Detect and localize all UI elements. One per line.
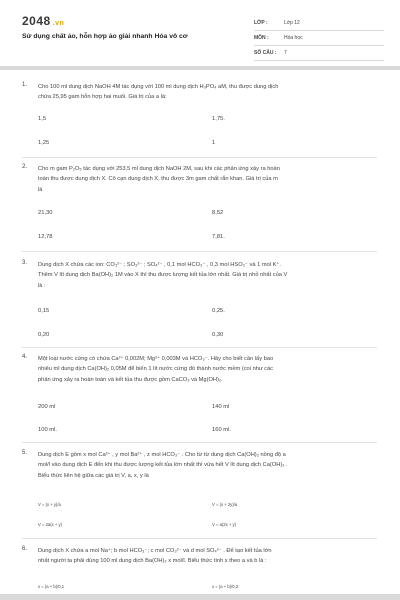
question-line: Cho m gam P₂O₅ tác dụng với 253,5 ml dung dịch NaOH 2M, sau khi các phản ứng xảy ra hoàn — [38, 166, 280, 172]
answer-option[interactable]: V = 2a(x + y) — [38, 522, 62, 527]
meta-row-subject — [254, 31, 384, 46]
question-line: nhất người ta phải dùng 100 ml dung dịch Ba(OH)₂ x mol/l. Biểu thức tính x theo a và b là : — [38, 558, 267, 565]
answer-option[interactable]: 100 ml. — [38, 427, 58, 433]
logo[interactable] — [22, 14, 64, 28]
question-line: là : — [38, 282, 46, 289]
meta-key: MÔN : — [254, 35, 269, 41]
answer-option[interactable]: 140 ml — [212, 404, 230, 410]
question-divider — [22, 251, 377, 252]
question-line: Một loại nước cứng có chứa Ca²⁺ 0,002M; Mg²⁺ 0,003M và HCO₃⁻. Hãy cho biết cần lấy bao — [38, 356, 274, 362]
question-line: là — [38, 186, 43, 193]
answer-option[interactable]: 1,5 — [38, 116, 47, 122]
question-line: Biểu thức liên hệ giữa các giá trị V, a, x, y là — [38, 472, 149, 479]
meta-value: Lớp 12 — [284, 20, 300, 26]
meta-value: Hóa học — [284, 35, 303, 41]
question-text — [38, 450, 383, 481]
answer-option[interactable]: 200 ml — [38, 404, 56, 410]
question-divider — [22, 538, 377, 539]
question-line: nhiêu ml dung dịch Ca(OH)₂ 0,05M để biến 1 lít nước cứng đó thành nước mềm (coi như các — [38, 366, 274, 373]
answer-option[interactable]: V = (x + 2y)/a — [212, 502, 238, 507]
answer-option[interactable]: 1,75. — [212, 116, 225, 122]
question-divider — [22, 442, 377, 443]
question-line: chứa 25,95 gam hỗn hợp hai muối. Giá trị của a là: — [38, 94, 167, 101]
question-line: Dung dịch X chứa các ion: CO₃²⁻ ; SO₃²⁻ ; SO₄²⁻ , 0,1 mol HCO₃⁻ , 0,3 mol HSO₃⁻ và 1 mol K⁺. — [38, 262, 281, 268]
meta-value: 7 — [284, 50, 287, 56]
meta-row-count — [254, 46, 384, 61]
question-text — [38, 82, 383, 103]
question-line: Thêm V lít dung dịch Ba(OH)₂ 1M vào X thì thu được lượng kết tủa lớn nhất. Giá trị nhỏ nhất của V — [38, 272, 288, 279]
question-text — [38, 546, 383, 567]
answer-option[interactable]: 21,30 — [38, 210, 53, 216]
meta-key: SỐ CÂU : — [254, 50, 277, 56]
answer-option[interactable]: 0,15 — [38, 308, 50, 314]
answer-option[interactable]: x = (a + b)/0,2 — [212, 584, 239, 589]
question-number: 2. — [22, 164, 28, 170]
answer-option[interactable]: 0,25. — [212, 308, 225, 314]
answer-option[interactable]: 1 — [212, 140, 216, 146]
question-divider — [22, 347, 377, 348]
answer-option[interactable]: 0,20 — [38, 332, 50, 338]
footer-divider — [0, 594, 400, 600]
answer-option[interactable]: 1,25 — [38, 140, 50, 146]
logo-text: 2048 — [22, 14, 51, 28]
question-line: Cho 100 ml dung dịch NaOH 4M tác dụng với 100 ml dung dịch H₃PO₄ aM, thu được dung dịch — [38, 84, 279, 90]
question-text — [38, 164, 383, 195]
answer-option[interactable]: x = (a + b)/0,1 — [38, 584, 65, 589]
question-line: mol/l vào dung dịch E đến khi thu được lượng kết tủa lớn nhất thì vừa hết V lít dung dịch Ca(OH)₂ . — [38, 462, 288, 469]
question-number: 3. — [22, 260, 28, 266]
question-number: 6. — [22, 546, 28, 552]
question-number: 5. — [22, 450, 28, 456]
question-divider — [22, 157, 377, 158]
question-line: Dung dịch X chứa a mol Na⁺; b mol HCO₃⁻; c mol CO₃²⁻ và d mol SO₄²⁻ . Để tạo kết tủa lớn — [38, 548, 272, 554]
question-number: 1. — [22, 82, 28, 88]
question-line: phản ứng xảy ra hoàn toàn và kết tủa thu được gồm CaCO₃ và Mg(OH)₂. — [38, 376, 223, 383]
question-text — [38, 354, 383, 385]
meta-row-class — [254, 16, 384, 31]
answer-option[interactable]: V = a(2x + y) — [212, 522, 236, 527]
answer-option[interactable]: 7,81. — [212, 234, 225, 240]
header-divider — [0, 66, 400, 70]
question-line: toàn thu được dung dịch X. Cô cạn dung dịch X, thu được 3m gam chất rắn khan. Giá trị của m — [38, 176, 278, 183]
answer-option[interactable]: 0,30 — [212, 332, 224, 338]
meta-table — [254, 16, 384, 61]
meta-key: LỚP : — [254, 20, 268, 26]
answer-option[interactable]: V = (x + y)/a — [38, 502, 61, 507]
question-line: Dung dịch E gồm x mol Ca²⁺ , y mol Ba²⁺ , z mol HCO₃⁻ . Cho từ từ dung dịch Ca(OH)₂ nồng độ a — [38, 452, 286, 458]
answer-option[interactable]: 160 ml. — [212, 427, 232, 433]
answer-option[interactable]: 12,78 — [38, 234, 53, 240]
question-number: 4. — [22, 354, 28, 360]
logo-suffix: .vn — [52, 20, 65, 27]
question-text — [38, 260, 383, 291]
answer-option[interactable]: 8,52 — [212, 210, 224, 216]
document-title: Sử dụng chất ảo, hỗn hợp ảo giải nhanh Hóa vô cơ — [22, 33, 188, 40]
page-header — [0, 0, 400, 66]
